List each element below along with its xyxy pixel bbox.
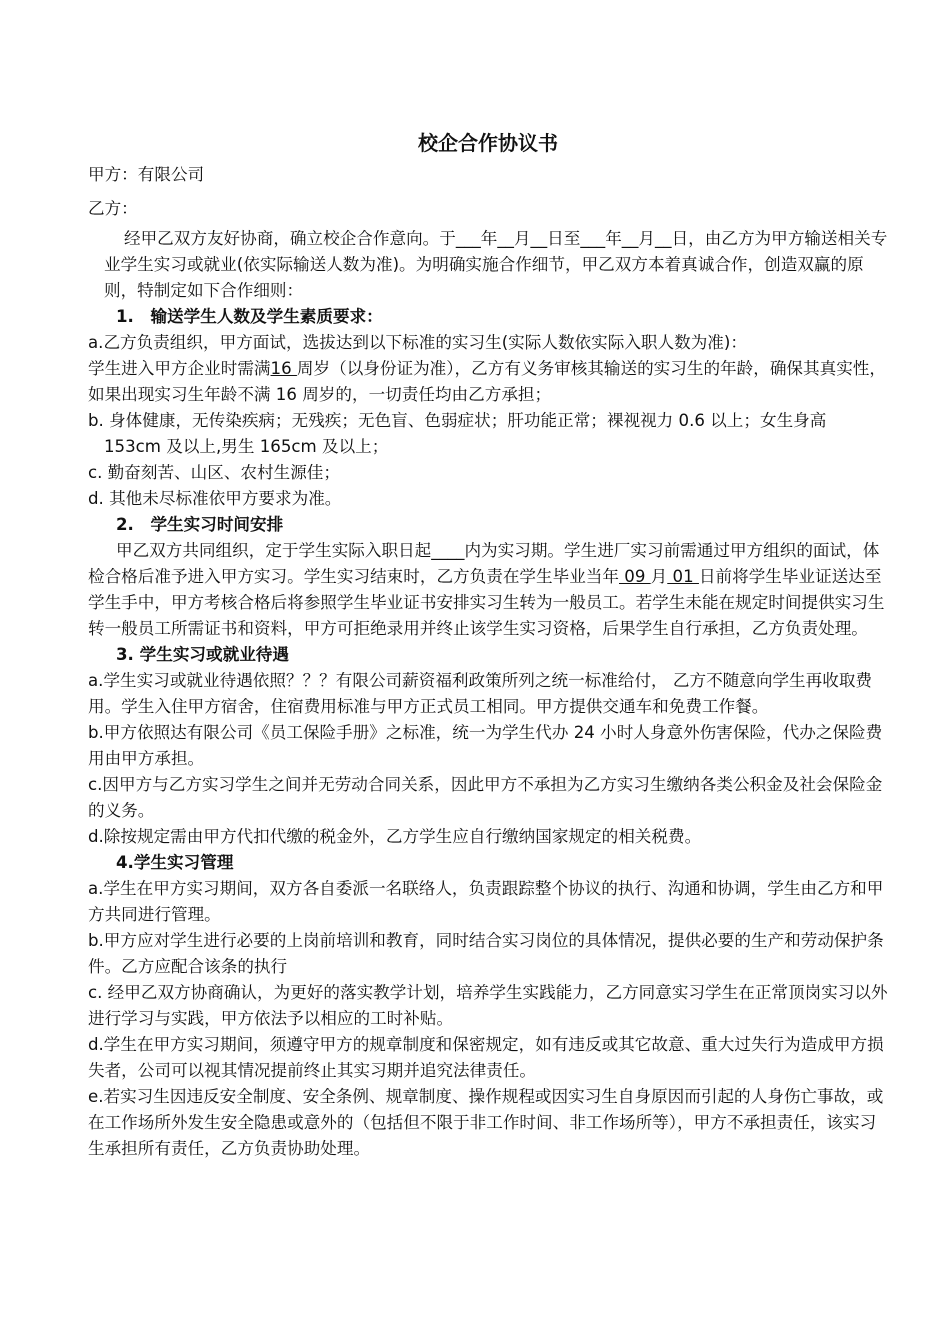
section4-item-a: a.学生在甲方实习期间，双方各自委派一名联络人，负责跟踪整个协议的执行、沟通和协调，学生由乙方和甲方共同进行管理。 bbox=[88, 879, 884, 924]
section2-text-pre: 甲乙双方共同组织，定于学生实际入职日起____内为实习期。学生进厂实习前需通过甲方组织的面试，体检合格后准予进入甲方实习。学生实习结束时，乙方负责在学生毕业当年 bbox=[88, 541, 880, 586]
section1-item-a: a.乙方负责组织，甲方面试，选拔达到以下标准的实习生(实际人数依实际入职人数为准)： bbox=[88, 333, 747, 352]
intro-paragraph: 经甲乙双方友好协商，确立校企合作意向。于___年__月__日至___年__月__日，由乙方为甲方输送相关专业学生实习或就业(依实际输送人数为准)。为明确实施合作细节，甲乙双方本着真诚合作，创造双赢的原则，特制定如下合作细则： bbox=[104, 229, 888, 300]
section3-item-c: c.因甲方与乙方实习学生之间并无劳动合同关系，因此甲方不承担为乙方实习生缴纳各类公积金及社会保险金的义务。 bbox=[88, 775, 883, 820]
graduation-month: 09 bbox=[619, 567, 651, 586]
section1-heading: 1. 输送学生人数及学生素质要求： bbox=[116, 307, 383, 326]
month-label: 月 bbox=[650, 567, 668, 586]
section2-heading: 2. 学生实习时间安排 bbox=[116, 515, 284, 534]
section3-heading: 3. 学生实习或就业待遇 bbox=[116, 645, 289, 664]
age-value: 16 bbox=[270, 359, 297, 378]
section1-age-paragraph bbox=[88, 356, 888, 408]
section4-item-b: b.甲方应对学生进行必要的上岗前培训和教育，同时结合实习岗位的具体情况，提供必要的生产和劳动保护条件。乙方应配合该条的执行 bbox=[88, 931, 884, 976]
age-text-post: 周岁（以身份证为准），乙方有义务审核其输送的实习生的年龄，确保其真实性，如果出现实习生年龄不满 16 周岁的，一切责任均由乙方承担； bbox=[88, 359, 886, 404]
document-title: 校企合作协议书 bbox=[418, 131, 558, 155]
party-a: 甲方：有限公司 bbox=[88, 165, 205, 184]
section3-item-a: a.学生实习或就业待遇依照？？？有限公司薪资福利政策所列之统一标准给付， 乙方不随意向学生再收取费用。学生入住甲方宿舍，住宿费用标准与甲方正式员工相同。甲方提供交通车和免费工作餐。 bbox=[88, 671, 873, 716]
age-text-pre: 学生进入甲方企业时需满 bbox=[88, 359, 271, 378]
section1-item-d: d. 其他未尽标准依甲方要求为准。 bbox=[88, 489, 342, 508]
section4-item-d: d.学生在甲方实习期间，须遵守甲方的规章制度和保密规定，如有违反或其它故意、重大过失行为造成甲方损失者，公司可以视其情况提前终止其实习期并追究法律责任。 bbox=[88, 1035, 884, 1080]
section3-item-d: d.除按规定需由甲方代扣代缴的税金外，乙方学生应自行缴纳国家规定的相关税费。 bbox=[88, 827, 702, 846]
section4-item-e: e.若实习生因违反安全制度、安全条例、规章制度、操作规程或因实习生自身原因而引起的人身伤亡事故，或在工作场所外发生安全隐患或意外的（包括但不限于非工作时间、非工作场所等），甲方不承担责任，该实习生承担所有责任，乙方负责协助处理。 bbox=[88, 1087, 884, 1158]
section4-item-c: c. 经甲乙双方协商确认，为更好的落实教学计划，培养学生实践能力，乙方同意实习学生在正常顶岗实习以外进行学习与实践，甲方依法予以相应的工时补贴。 bbox=[88, 983, 888, 1028]
section1-item-b: b. 身体健康，无传染疾病；无残疾；无色盲、色弱症状；肝功能正常；裸视视力 0.6 以上；女生身高 153cm 及以上,男生 165cm 及以上； bbox=[88, 411, 827, 456]
party-b: 乙方： bbox=[88, 199, 138, 218]
section2-text-post: 日前将学生毕业证送达至学生手中，甲方考核合格后将参照学生毕业证书安排实习生转为一般员工。若学生未能在规定时间提供实习生转一般员工所需证书和资料，甲方可拒绝录用并终止该学生实习资格，后果学生自行承担，乙方负责处理。 bbox=[88, 567, 885, 638]
section1-item-c: c. 勤奋刻苦、山区、农村生源佳； bbox=[88, 463, 340, 482]
section3-item-b: b.甲方依照达有限公司《员工保险手册》之标准，统一为学生代办 24 小时人身意外伤害保险，代办之保险费用由甲方承担。 bbox=[88, 723, 883, 768]
graduation-day: 01 bbox=[667, 567, 699, 586]
section2-paragraph bbox=[88, 538, 888, 642]
document-page bbox=[88, 128, 888, 1162]
section4-heading: 4.学生实习管理 bbox=[116, 853, 234, 872]
